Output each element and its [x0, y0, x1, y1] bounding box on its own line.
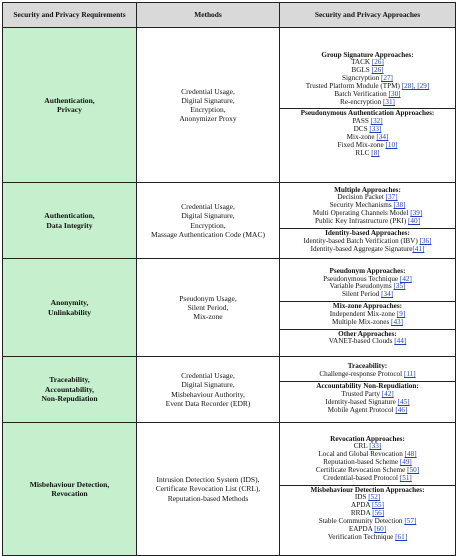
- method-line: Anonymizer Proxy: [179, 114, 237, 124]
- approach-group-title: Mix-zone Approaches:: [332, 303, 403, 311]
- table-row: [3, 28, 456, 183]
- method-line: Digital Signature,: [181, 95, 235, 105]
- approach-item: [281, 371, 454, 379]
- approach-item: [281, 399, 454, 407]
- approach-name: Stable Community Detection: [318, 517, 405, 525]
- approach-name: Re-encryption: [340, 98, 383, 106]
- method-line: Digital Signature,: [181, 380, 235, 390]
- approach-name: IDS: [354, 494, 369, 502]
- approach-group-title: Revocation Approaches:: [330, 435, 405, 443]
- header-methods: Methods: [137, 3, 280, 28]
- approach-item: [281, 291, 454, 299]
- requirement-cell: [3, 423, 137, 556]
- method-line: Mix-zone: [193, 312, 223, 322]
- approach-name: RRDA: [350, 510, 373, 518]
- citation-link[interactable]: [60]: [374, 525, 387, 533]
- approach-name: Batch Verification: [334, 90, 389, 98]
- approaches-cell: [280, 357, 456, 423]
- approach-name: Local and Global Revocation: [318, 451, 405, 459]
- citation-link[interactable]: [46]: [395, 406, 408, 414]
- approach-name: Reputation-based Scheme: [323, 459, 400, 467]
- approach-name: Mobile Agent Protocol: [327, 406, 396, 414]
- approach-item: [281, 459, 454, 467]
- approach-name: Fixed Mix-zone: [337, 141, 386, 149]
- approach-name: Trusted Platform Module (TPM): [305, 82, 402, 90]
- approach-item: [281, 494, 454, 502]
- methods-cell: [137, 357, 280, 423]
- approach-group: [280, 330, 455, 349]
- citation-link[interactable]: [33]: [369, 126, 382, 134]
- approach-item: [281, 150, 454, 158]
- approaches-cell: [280, 423, 456, 556]
- approach-group: [280, 435, 455, 486]
- citation-link[interactable]: [37]: [385, 194, 398, 202]
- requirement-line: Non-Repudiation: [41, 394, 98, 404]
- approach-group-title: Group Signature Approaches:: [321, 51, 414, 59]
- header-requirements: Security and Privacy Requirements: [3, 3, 137, 28]
- citation-link[interactable]: [34]: [381, 291, 394, 299]
- requirement-line: Anonymity,: [50, 298, 89, 307]
- method-line: Event Data Recorder (EDR): [165, 398, 251, 408]
- approach-item: [281, 238, 454, 246]
- approach-item: [281, 134, 454, 142]
- approach-item: [281, 510, 454, 518]
- approach-group-title: Pseudonymous Authentication Approaches:: [300, 110, 435, 118]
- approach-item: [281, 202, 454, 210]
- citation-link[interactable]: [10]: [385, 141, 398, 149]
- approach-item: [281, 467, 454, 475]
- approach-name: Trusted Party: [341, 391, 382, 398]
- requirement-line: Authentication,: [44, 211, 95, 220]
- method-line: Misbehaviour Authority,: [171, 389, 245, 399]
- citation-link[interactable]: [36]: [419, 237, 432, 245]
- citation-link[interactable]: [28], [29]: [401, 82, 430, 90]
- approach-name: Pseudonymous Technique: [323, 275, 400, 283]
- header-row: [3, 3, 456, 28]
- table-row: [3, 259, 456, 357]
- methods-cell: [137, 28, 280, 183]
- citation-link[interactable]: [44]: [394, 338, 407, 346]
- approach-item: [281, 319, 454, 327]
- approaches-cell: [280, 183, 456, 259]
- citation-link[interactable]: [33]: [369, 443, 382, 451]
- approach-name: RLC: [355, 149, 372, 157]
- approach-item: [281, 194, 454, 202]
- approach-group-title: Misbehaviour Detection Approaches:: [310, 486, 425, 494]
- method-line: Intrusion Detection System (IDS),: [156, 475, 260, 485]
- approach-group-title: Accountability Non-Repudiation:: [316, 383, 419, 391]
- methods-cell: [137, 183, 280, 259]
- methods-cell: [137, 423, 280, 556]
- approach-group-title: Pseudonym Approaches:: [329, 267, 406, 275]
- table-row: [3, 183, 456, 259]
- approach-group: [280, 267, 455, 302]
- method-line: Credential Usage,: [181, 86, 235, 96]
- approach-name: Multiple Mix-zones: [331, 318, 392, 326]
- approach-name: VANET-based Clouds: [328, 338, 395, 346]
- citation-link[interactable]: [30]: [388, 90, 401, 98]
- approach-group-title: Other Approaches:: [338, 330, 397, 338]
- method-line: Pseudonym Usage,: [179, 293, 237, 303]
- approach-item: [281, 407, 454, 415]
- citation-link[interactable]: [32]: [370, 118, 383, 126]
- method-line: Credential Usage,: [181, 202, 235, 212]
- approach-group-title: Identity-based Approaches:: [325, 229, 410, 237]
- citation-link[interactable]: [57]: [404, 517, 417, 525]
- citation-link[interactable]: [39]: [410, 210, 423, 218]
- security-privacy-table: [2, 2, 456, 556]
- approach-name: Decision Packet: [337, 194, 386, 202]
- approach-item: [281, 391, 454, 399]
- approaches-cell: [280, 259, 456, 357]
- requirement-cell: [3, 357, 137, 423]
- approach-group: [280, 229, 455, 256]
- requirement-line: Authentication,: [44, 95, 95, 105]
- approach-name: Multi Operating Channels Model: [312, 210, 411, 218]
- requirement-line: Privacy: [57, 105, 82, 114]
- approach-name: EAPDA: [348, 525, 375, 533]
- requirement-cell: [3, 28, 137, 183]
- citation-link[interactable]: [35]: [393, 283, 406, 291]
- approach-name: Challenge-response Protocol: [319, 371, 404, 379]
- citation-link[interactable]: [43]: [391, 318, 404, 326]
- requirement-cell: [3, 259, 137, 357]
- approach-group: [280, 51, 455, 110]
- citation-link[interactable]: [52]: [368, 494, 381, 502]
- approach-group: [280, 302, 455, 330]
- approach-name: Silent Period: [341, 291, 382, 299]
- method-line: Encryption,: [190, 220, 226, 230]
- approach-item: [281, 218, 454, 226]
- approach-item: [281, 502, 454, 510]
- approach-name: Independent Mix-zone: [329, 310, 397, 318]
- citation-link[interactable]: [55]: [371, 502, 384, 510]
- approach-name: BGLS: [351, 67, 372, 75]
- citation-link[interactable]: [61]: [395, 533, 408, 541]
- approach-item: [281, 526, 454, 534]
- requirement-line: Misbehaviour Detection,: [29, 479, 110, 489]
- requirement-line: Data Integrity: [46, 220, 93, 230]
- citation-link[interactable]: [42]: [399, 275, 412, 283]
- approach-group-title: Traceability:: [347, 363, 388, 371]
- citation-link[interactable]: [41]: [412, 245, 425, 253]
- methods-cell: [137, 259, 280, 357]
- requirement-line: Accountability,: [44, 384, 95, 394]
- approach-item: [281, 534, 454, 542]
- approach-name: Identity-based Batch Verification (IBV): [303, 237, 420, 245]
- approach-item: [281, 338, 454, 346]
- approaches-cell: [280, 28, 456, 183]
- approach-item: [281, 246, 454, 254]
- citation-link[interactable]: [27]: [380, 75, 393, 83]
- approach-name: Signcryption: [342, 75, 381, 83]
- approach-group: [280, 486, 455, 544]
- approach-item: [281, 283, 454, 291]
- table-row: [3, 423, 456, 556]
- table-body: [3, 28, 456, 556]
- approach-group-title: Multiple Approaches:: [334, 186, 401, 194]
- method-line: Massage Authentication Code (MAC): [151, 229, 265, 239]
- citation-link[interactable]: [40]: [408, 218, 420, 225]
- approach-item: [281, 518, 454, 526]
- approach-item: [281, 99, 454, 107]
- citation-link[interactable]: [45]: [397, 398, 410, 406]
- citation-link[interactable]: [42]: [381, 391, 394, 398]
- approach-name: TACK: [351, 59, 372, 67]
- citation-link[interactable]: [31]: [382, 98, 395, 106]
- requirement-line: Traceability,: [49, 375, 90, 385]
- requirement-cell: [3, 183, 137, 259]
- approach-item: [281, 59, 454, 67]
- approach-group: [280, 186, 455, 229]
- approach-name: Certificate Revocation Scheme: [315, 466, 408, 474]
- approach-item: [281, 142, 454, 150]
- citation-link[interactable]: [11]: [403, 371, 416, 379]
- approach-name: Public Key Infrastructure (PKI): [315, 218, 409, 225]
- approach-name: CRL: [353, 443, 370, 451]
- method-line: Certificate Revocation List (CRL),: [155, 484, 261, 494]
- approach-name: Mix-zone: [346, 133, 377, 141]
- approach-name: Variable Pseudonyms: [329, 283, 394, 291]
- method-line: Digital Signature,: [181, 211, 235, 221]
- approach-item: [281, 118, 454, 126]
- citation-link[interactable]: [56]: [372, 510, 385, 518]
- requirement-line: Revocation: [51, 489, 88, 498]
- approach-name: Security Mechanisms: [329, 202, 394, 210]
- citation-link[interactable]: [50]: [407, 466, 420, 474]
- citation-link[interactable]: [38]: [393, 202, 406, 210]
- approach-name: DCS: [353, 126, 370, 134]
- method-line: Reputation-based Methods: [167, 493, 249, 503]
- citation-link[interactable]: [8]: [371, 149, 380, 157]
- method-line: Credential Usage,: [181, 371, 235, 381]
- approach-name: APDA: [351, 502, 372, 510]
- approach-name: Verification Technique: [327, 533, 396, 541]
- approach-item: [281, 210, 454, 218]
- method-line: Encryption,: [190, 105, 226, 114]
- approach-item: [281, 443, 454, 451]
- approach-name: Identity-based Signature: [325, 398, 398, 406]
- citation-link[interactable]: [48]: [404, 451, 417, 459]
- approach-name: Credential-based Protocol: [323, 474, 400, 482]
- citation-link[interactable]: [26]: [371, 59, 384, 67]
- approach-name: Identity-based Aggregate Signature: [310, 245, 413, 253]
- table-row: [3, 357, 456, 423]
- citation-link[interactable]: [51]: [399, 474, 412, 482]
- approach-item: [281, 75, 454, 83]
- method-line: Silent Period,: [187, 302, 229, 312]
- header-approaches: Security and Privacy Approaches: [280, 3, 456, 28]
- approach-name: PASS: [352, 118, 371, 126]
- citation-link[interactable]: [26]: [371, 67, 384, 75]
- requirement-line: Unlinkability: [47, 307, 92, 317]
- approach-group: [280, 362, 455, 382]
- approach-group: [280, 382, 455, 416]
- approach-item: [281, 83, 454, 91]
- approach-item: [281, 126, 454, 134]
- citation-link[interactable]: [49]: [399, 459, 412, 467]
- citation-link[interactable]: [9]: [396, 310, 406, 318]
- approach-item: [281, 91, 454, 99]
- approach-item: [281, 276, 454, 284]
- approach-item: [281, 475, 454, 483]
- citation-link[interactable]: [34]: [376, 133, 389, 141]
- approach-item: [281, 451, 454, 459]
- approach-item: [281, 311, 454, 319]
- approach-group: [280, 109, 455, 159]
- approach-item: [281, 67, 454, 75]
